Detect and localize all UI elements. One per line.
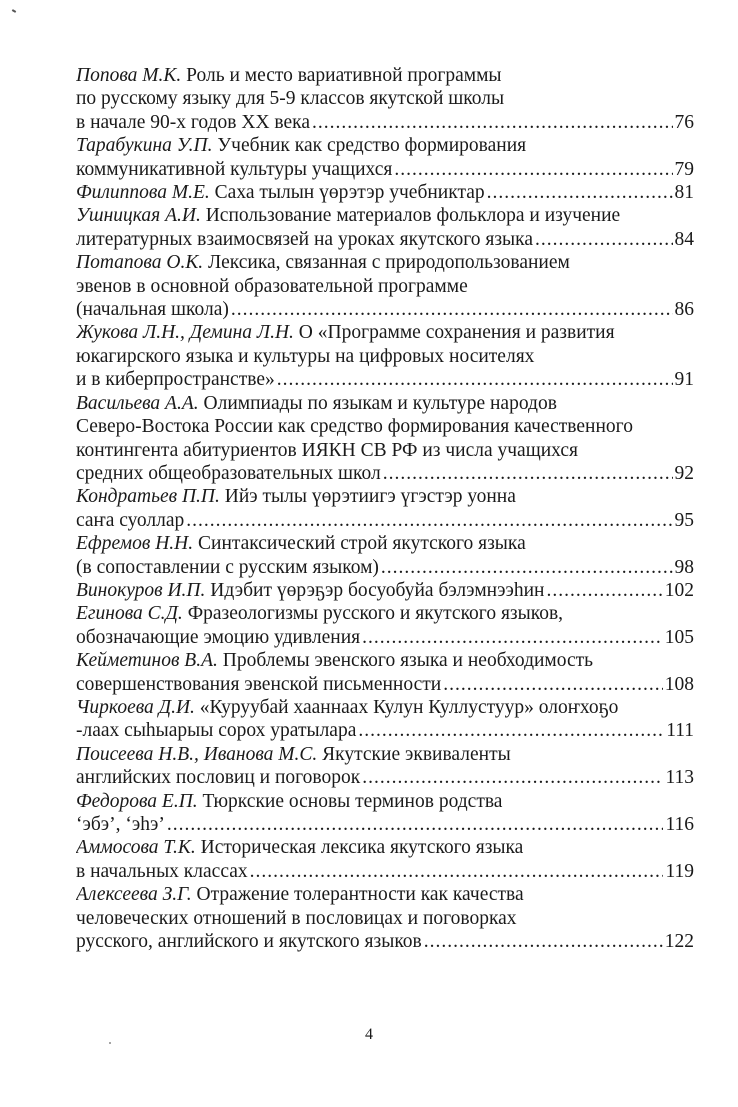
dot-leader [186, 509, 672, 532]
toc-page-number: 113 [665, 767, 694, 789]
toc-page-number: 116 [665, 814, 694, 835]
toc-entry [76, 251, 694, 321]
toc-page-number: 84 [674, 228, 694, 250]
toc-author: Тарабукина У.П. [76, 135, 213, 157]
dot-leader [277, 368, 673, 391]
dot-leader [487, 181, 673, 204]
toc-entry-line [76, 719, 694, 742]
toc-title-text: Северо-Востока России как средство формирования качественного [76, 416, 633, 438]
toc-title-text: Роль и место вариативной программы [186, 65, 502, 86]
toc-entry-text [76, 719, 356, 742]
toc-title-text: средних общеобразовательных школ [76, 462, 381, 484]
toc-title-text: Лексика, связанная с природопользованием [208, 252, 570, 274]
table-of-contents [76, 64, 694, 953]
toc-entry [76, 649, 694, 696]
toc-entry-line [76, 696, 694, 719]
toc-page-number: 108 [664, 673, 694, 695]
toc-page-number: 91 [674, 369, 694, 391]
toc-entry-line [76, 321, 694, 344]
toc-title-text: саҥа суоллар [76, 509, 185, 531]
toc-title-text: Олимпиады по языкам и культуре народов [203, 392, 557, 414]
toc-author: Федорова Е.П. [76, 790, 198, 812]
toc-entry [76, 602, 694, 649]
toc-entry [76, 392, 694, 486]
toc-title-text: эвенов в основной образовательной программе [76, 275, 468, 297]
toc-title-text: и в киберпространстве» [76, 369, 275, 391]
toc-title-text: Идэбит үөрэҕэр босуобуйа бэлэмнээһин [210, 579, 545, 601]
toc-title-text: -лаах сыһыарыы сорох уратылара [76, 720, 357, 742]
toc-entry-line [76, 790, 694, 813]
toc-title-text: контингента абитуриентов ИЯКН СВ РФ из числа учащихся [76, 439, 578, 461]
toc-entry-line [76, 860, 694, 883]
toc-entry [76, 134, 694, 181]
dot-leader [362, 626, 663, 649]
toc-author: Ефремов Н.Н. [76, 533, 194, 555]
toc-entry-line [76, 345, 694, 368]
toc-entry [76, 883, 694, 953]
toc-title-text: Проблемы эвенского языка и необходимость [222, 650, 594, 672]
toc-author: Кондратьев П.П. [76, 486, 220, 508]
toc-page-number: 105 [664, 626, 694, 648]
toc-page-number: 79 [674, 158, 694, 180]
toc-entry-line [76, 649, 694, 672]
toc-entry-line [76, 626, 694, 649]
toc-title-text: Якутские эквиваленты [322, 743, 511, 765]
toc-entry [76, 485, 694, 532]
toc-entry-line [76, 87, 694, 110]
dot-leader [358, 719, 664, 742]
scan-mark [12, 9, 16, 13]
toc-title-text: Тюркские основы терминов родства [202, 790, 503, 812]
toc-author: Поисеева Н.В., Иванова М.С. [76, 743, 318, 765]
toc-title-text: О «Программе сохранения и развития [298, 322, 615, 344]
toc-page-number: 119 [665, 860, 694, 882]
dot-leader [381, 556, 673, 579]
toc-entry-line [76, 204, 694, 227]
toc-entry-line [76, 579, 694, 602]
toc-author: Алексеева З.Г. [76, 884, 192, 906]
toc-entry-line [76, 813, 694, 836]
toc-title-text: обозначающие эмоцию удивления [76, 626, 361, 648]
dot-leader [383, 462, 673, 485]
dot-leader [250, 860, 664, 883]
toc-author: Жукова Л.Н., Демина Л.Н. [76, 322, 294, 344]
toc-entry-line [76, 228, 694, 251]
toc-entry-line [76, 883, 694, 906]
toc-title-text: Синтаксический строй якутского языка [198, 533, 526, 555]
toc-entry-text [76, 181, 485, 204]
toc-author: Потапова О.К. [76, 252, 204, 274]
toc-entry-text [76, 158, 392, 181]
dot-leader [167, 813, 664, 836]
toc-entry [76, 790, 694, 837]
toc-page-number: 92 [674, 462, 694, 484]
toc-entry-text [76, 509, 184, 532]
dot-leader [546, 579, 662, 602]
dot-leader [312, 111, 673, 134]
toc-page-number: 98 [674, 556, 694, 578]
toc-entry-line [76, 251, 694, 274]
toc-entry-text [76, 930, 422, 953]
toc-entry-line [76, 415, 694, 438]
toc-entry-line [76, 930, 694, 953]
toc-title-text: Фразеологизмы русского и якутского языков, [187, 603, 564, 625]
toc-entry-line [76, 392, 694, 415]
toc-entry-line [76, 766, 694, 789]
toc-title-text: ‘эбэ’, ‘эһэ’ [76, 814, 165, 835]
toc-page-number: 122 [664, 931, 694, 953]
toc-title-text: по русскому языку для 5-9 классов якутской школы [76, 88, 505, 110]
toc-entry-line [76, 298, 694, 321]
toc-entry-text [76, 673, 441, 696]
toc-entry-line [76, 673, 694, 696]
toc-entry-line [76, 509, 694, 532]
toc-title-text: (в сопоставлении с русским языком) [76, 556, 379, 578]
toc-title-text: Историческая лексика якутского языка [200, 837, 524, 859]
toc-entry-text [76, 860, 248, 883]
toc-title-text: юкагирского языка и культуры на цифровых носителях [76, 345, 535, 367]
toc-title-text: Использование материалов фольклора и изучение [205, 205, 621, 227]
toc-title-text: литературных взаимосвязей на уроках якутского языка [76, 228, 533, 250]
toc-entry-line [76, 158, 694, 181]
toc-entry [76, 836, 694, 883]
toc-author: Егинова С.Д. [76, 603, 183, 625]
toc-entry-text [76, 766, 360, 789]
dot-leader [535, 228, 673, 251]
toc-page-number: 86 [674, 299, 694, 321]
toc-author: Васильева А.А. [76, 392, 199, 414]
toc-entry [76, 579, 694, 602]
toc-entry-line [76, 532, 694, 555]
toc-entry-line [76, 64, 694, 87]
toc-entry-line [76, 368, 694, 391]
dot-leader [362, 766, 663, 789]
toc-entry [76, 321, 694, 391]
toc-entry-line [76, 134, 694, 157]
toc-entry-line [76, 275, 694, 298]
toc-entry-text [76, 111, 310, 134]
toc-entry [76, 696, 694, 743]
toc-entry-line [76, 439, 694, 462]
toc-entry [76, 532, 694, 579]
toc-entry-line [76, 111, 694, 134]
toc-author: Попова М.К. [76, 65, 182, 86]
toc-title-text: в начале 90-х годов XX века [76, 111, 310, 133]
toc-title-text: Саха тылын үөрэтэр учебниктар [214, 182, 485, 204]
toc-entry-text [76, 368, 275, 391]
dot-leader [394, 158, 672, 181]
toc-author: Филиппова М.Е. [76, 182, 210, 204]
toc-title-text: «Куруубай хааннаах Кулун Куллустуур» олоҥхоҕо [199, 696, 619, 718]
toc-entry-text [76, 556, 379, 579]
toc-title-text: совершенствования эвенской письменности [76, 673, 442, 695]
dot-leader [443, 673, 663, 696]
toc-entry-text [76, 298, 229, 321]
toc-title-text: Отражение толерантности как качества [196, 884, 524, 906]
toc-entry-line [76, 602, 694, 625]
toc-page-number: 95 [674, 509, 694, 531]
toc-entry-line [76, 743, 694, 766]
toc-page-number: 111 [666, 720, 694, 742]
toc-entry [76, 181, 694, 204]
toc-entry-text [76, 813, 165, 836]
toc-entry-text [76, 228, 533, 251]
toc-title-text: русского, английского и якутского языков [76, 931, 422, 953]
toc-entry-text [76, 626, 360, 649]
toc-author: Кейметинов В.А. [76, 650, 218, 672]
toc-page-number: 76 [674, 111, 694, 133]
dot-leader [424, 930, 663, 953]
toc-title-text: (начальная школа) [76, 299, 229, 321]
page-number: 4 [365, 1026, 373, 1043]
toc-entry-line [76, 907, 694, 930]
dot-leader [231, 298, 673, 321]
toc-entry-line [76, 556, 694, 579]
toc-entry [76, 204, 694, 251]
toc-title-text: Учебник как средство формирования [217, 135, 527, 157]
toc-entry-line [76, 181, 694, 204]
toc-page-number: 102 [664, 579, 694, 601]
toc-page-number: 81 [674, 182, 694, 204]
toc-author: Винокуров И.П. [76, 579, 206, 601]
toc-title-text: в начальных классах [76, 860, 248, 882]
toc-title-text: коммуникативной культуры учащихся [76, 158, 393, 180]
toc-title-text: английских пословиц и поговорок [76, 767, 361, 789]
toc-title-text: человеческих отношений в пословицах и поговорках [76, 907, 517, 929]
toc-entry [76, 64, 694, 134]
toc-entry-text [76, 462, 381, 485]
toc-author: Ушницкая А.И. [76, 205, 201, 227]
toc-entry-line [76, 836, 694, 859]
toc-title-text: Ийэ тылы үөрэтиигэ үгэстэр уонна [224, 486, 516, 508]
toc-entry-line [76, 485, 694, 508]
toc-author: Чиркоева Д.И. [76, 696, 195, 718]
toc-entry-line [76, 462, 694, 485]
toc-author: Аммосова Т.К. [76, 837, 196, 859]
toc-entry-text [76, 579, 544, 602]
toc-entry [76, 743, 694, 790]
